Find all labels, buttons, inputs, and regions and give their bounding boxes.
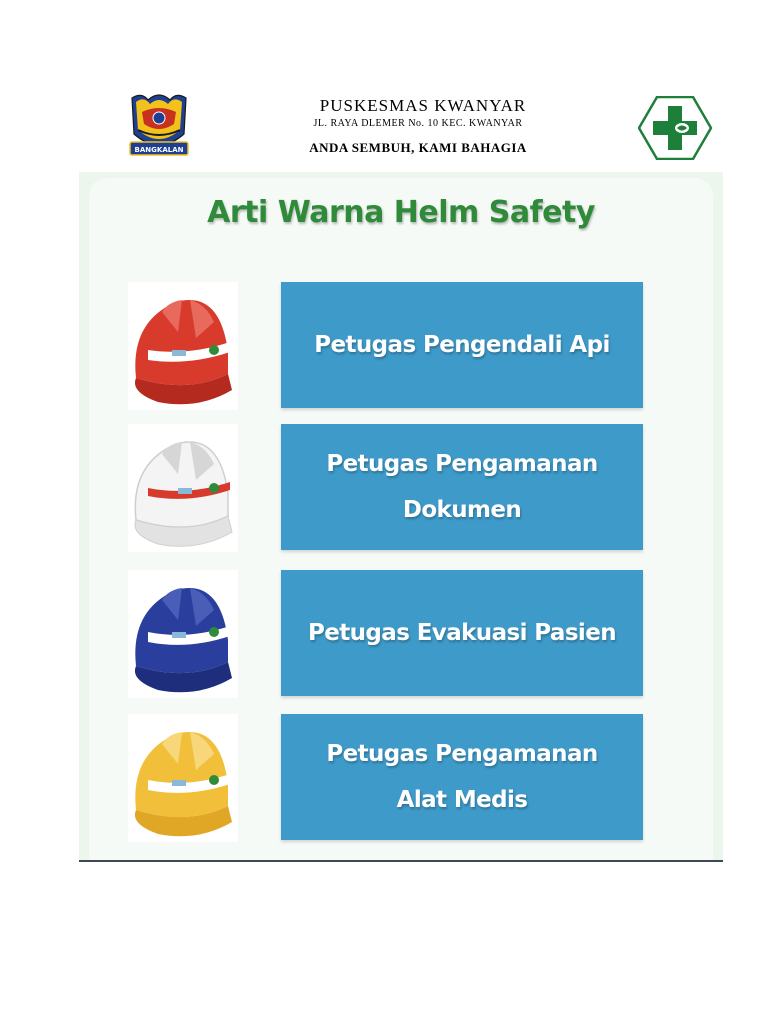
white-helmet-icon — [128, 424, 238, 552]
organization-motto: ANDA SEMBUH, KAMI BAHAGIA — [309, 140, 527, 155]
role-label-line: Petugas Evakuasi Pasien — [307, 620, 616, 646]
role-label-line: Petugas Pengendali Api — [314, 332, 610, 358]
role-label-line: Dokumen — [402, 497, 522, 523]
role-box-yellow — [281, 714, 643, 840]
emblem-lettering: BANGKALAN — [134, 146, 184, 154]
red-helmet-icon — [128, 282, 238, 410]
organization-address: JL. RAYA DLEMER No. 10 KEC. KWANYAR — [313, 118, 523, 129]
role-box-blue — [281, 570, 643, 696]
role-box-white — [281, 424, 643, 550]
document-header — [0, 0, 768, 170]
role-label-line: Alat Medis — [396, 787, 528, 813]
organization-name: PUSKESMAS KWANYAR — [319, 96, 527, 115]
yellow-helmet-icon — [128, 714, 238, 842]
blue-helmet-icon — [128, 570, 238, 698]
role-box-red — [281, 282, 643, 408]
role-label-line: Petugas Pengamanan — [326, 741, 598, 767]
infographic-title: Arti Warna Helm Safety — [207, 195, 595, 230]
puskesmas-cross-icon — [638, 96, 712, 160]
role-label-line: Petugas Pengamanan — [326, 451, 598, 477]
